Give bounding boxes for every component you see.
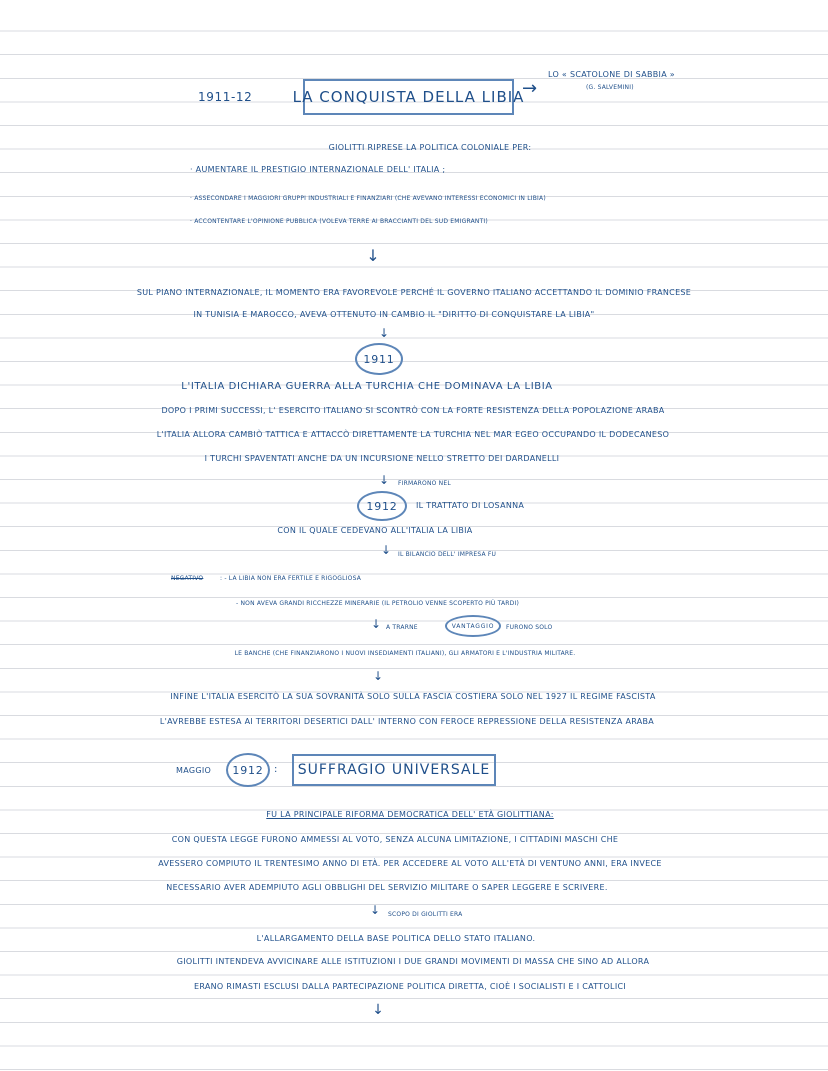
war-line: L'ITALIA ALLORA CAMBIÒ TATTICA E ATTACCÒ DIRETTAMENTE LA TURCHIA NEL MAR EGEO OCCUPANDO IL DODECANESO [156, 430, 670, 439]
treaty-label: IL TRATTATO DI LOSANNA [416, 501, 525, 510]
suffrage-line: GIOLITTI INTENDEVA AVVICINARE ALLE ISTITUZIONI I DUE GRANDI MOVIMENTI DI MASSA CHE SINO AD ALLORA [176, 957, 650, 966]
date-label: 1911-12 [198, 90, 253, 104]
down-arrow-icon: ↓ [378, 326, 390, 340]
signed-label: FIRMARONO NEL [398, 480, 451, 487]
beneficiaries-line: LE BANCHE (CHE FINANZIARONO I NUOVI INSEDIAMENTI ITALIANI), GLI ARMATORI E L'INDUSTRIA MILITARE. [234, 650, 576, 657]
suffrage-line: NECESSARIO AVER ADEMPIUTO AGLI OBBLIGHI DEL SERVIZIO MILITARE O SAPER LEGGERE E SCRIVERE. [166, 883, 608, 892]
suffrage-line: ERANO RIMASTI ESCLUSI DALLA PARTECIPAZIONE POLITICA DIRETTA, CIOÈ I SOCIALISTI E I CATTOLICI [193, 982, 627, 991]
suffrage-separator: : [274, 764, 278, 775]
title-box [292, 79, 525, 115]
negative-point: - NON AVEVA GRANDI RICCHEZZE MINERARIE (IL PETROLIO VENNE SCOPERTO PIÙ TARDI) [236, 600, 520, 607]
down-arrow-icon: ↓ [370, 617, 382, 631]
intro-bullet: · AUMENTARE IL PRESTIGIO INTERNAZIONALE DELL' ITALIA ; [190, 165, 446, 174]
context-line: SUL PIANO INTERNAZIONALE, IL MOMENTO ERA FAVOREVOLE PERCHÉ IL GOVERNO ITALIANO ACCETTANDO IL DOMINIO FRANCESE [136, 288, 692, 297]
suffrage-headline: FU LA PRINCIPALE RIFORMA DEMOCRATICA DELL' ETÀ GIOLITTIANA: [266, 810, 554, 819]
year-circle [226, 753, 270, 787]
war-line: L'ITALIA DICHIARA GUERRA ALLA TURCHIA CHE DOMINAVA LA LIBIA [181, 381, 553, 392]
context-line: IN TUNISIA E MAROCCO, AVEVA OTTENUTO IN CAMBIO IL "DIRITTO DI CONQUISTARE LA LIBIA" [193, 310, 595, 319]
ending-line: INFINE L'ITALIA ESERCITÒ LA SUA SOVRANITÀ SOLO SULLA FASCIA COSTIERA SOLO NEL 1927 IL REGIME FASCISTA [170, 692, 656, 701]
suffrage-title-box [292, 754, 496, 786]
negative-point: : - LA LIBIA NON ERA FERTILE E RIGOGLIOSA [220, 575, 362, 582]
suffrage-month: MAGGIO [176, 766, 212, 775]
down-arrow-icon: ↓ [380, 543, 392, 557]
down-arrow-icon: ↓ [369, 903, 381, 917]
aside-arrow-icon: → [522, 78, 538, 99]
down-arrow-icon: ↓ [366, 246, 380, 265]
treaty-line: CON IL QUALE CEDEVANO ALL'ITALIA LA LIBIA [277, 526, 473, 535]
war-line: I TURCHI SPAVENTATI ANCHE DA UN INCURSIONE NELLO STRETTO DEI DARDANELLI [204, 454, 560, 463]
down-arrow-icon: ↓ [372, 669, 384, 683]
balance-label: IL BILANCIO DELL' IMPRESA FU [398, 551, 497, 558]
intro-bullet: · ACCONTENTARE L'OPINIONE PUBBLICA (VOLEVA TERRE AI BRACCIANTI DEL SUD EMIGRANTI) [190, 218, 488, 225]
profit-post: FURONO SOLO [506, 624, 553, 631]
aside-note: LO « SCATOLONE DI SABBIA » [548, 70, 676, 79]
war-line: DOPO I PRIMI SUCCESSI, L' ESERCITO ITALIANO SI SCONTRÒ CON LA FORTE RESISTENZA DELLA POPOLAZIONE ARABA [161, 406, 665, 415]
suffrage-year: 1912 [232, 763, 264, 777]
intro-bullet: · ASSECONDARE I MAGGIORI GRUPPI INDUSTRIALI E FINANZIARI (CHE AVEVANO INTERESSI ECONOMICI IN LIBIA) [190, 195, 546, 202]
suffrage-title: SUFFRAGIO UNIVERSALE [297, 762, 491, 778]
year-circle [357, 491, 407, 521]
intro-lead: GIOLITTI RIPRESE LA POLITICA COLONIALE PER: [328, 143, 532, 152]
negative-label: NEGATIVO [171, 575, 204, 582]
down-arrow-icon: ↓ [372, 1002, 384, 1018]
aim-line: L'ALLARGAMENTO DELLA BASE POLITICA DELLO STATO ITALIANO. [256, 934, 536, 943]
vantaggio-circle [445, 615, 501, 637]
ending-line: L'AVREBBE ESTESA AI TERRITORI DESERTICI DALL' INTERNO CON FEROCE REPRESSIONE DELLA RESISTENZA ARABA [159, 717, 655, 726]
treaty-year: 1912 [366, 499, 398, 513]
aim-label: SCOPO DI GIOLITTI ERA [388, 911, 463, 918]
down-arrow-icon: ↓ [378, 473, 390, 487]
page-title: LA CONQUISTA DELLA LIBIA [292, 88, 525, 106]
suffrage-line: AVESSERO COMPIUTO IL TRENTESIMO ANNO DI ETÀ. PER ACCEDERE AL VOTO ALL'ETÀ DI VENTUNO ANNI, ERA INVECE [158, 859, 662, 868]
profit-pre: A TRARNE [386, 624, 418, 631]
war-year: 1911 [363, 352, 395, 366]
year-circle [355, 343, 403, 375]
aside-note-author: (G. SALVEMINI) [586, 84, 634, 91]
suffrage-line: CON QUESTA LEGGE FURONO AMMESSI AL VOTO, SENZA ALCUNA LIMITAZIONE, I CITTADINI MASCHI CHE [171, 835, 619, 844]
profit-word: VANTAGGIO [451, 622, 495, 630]
